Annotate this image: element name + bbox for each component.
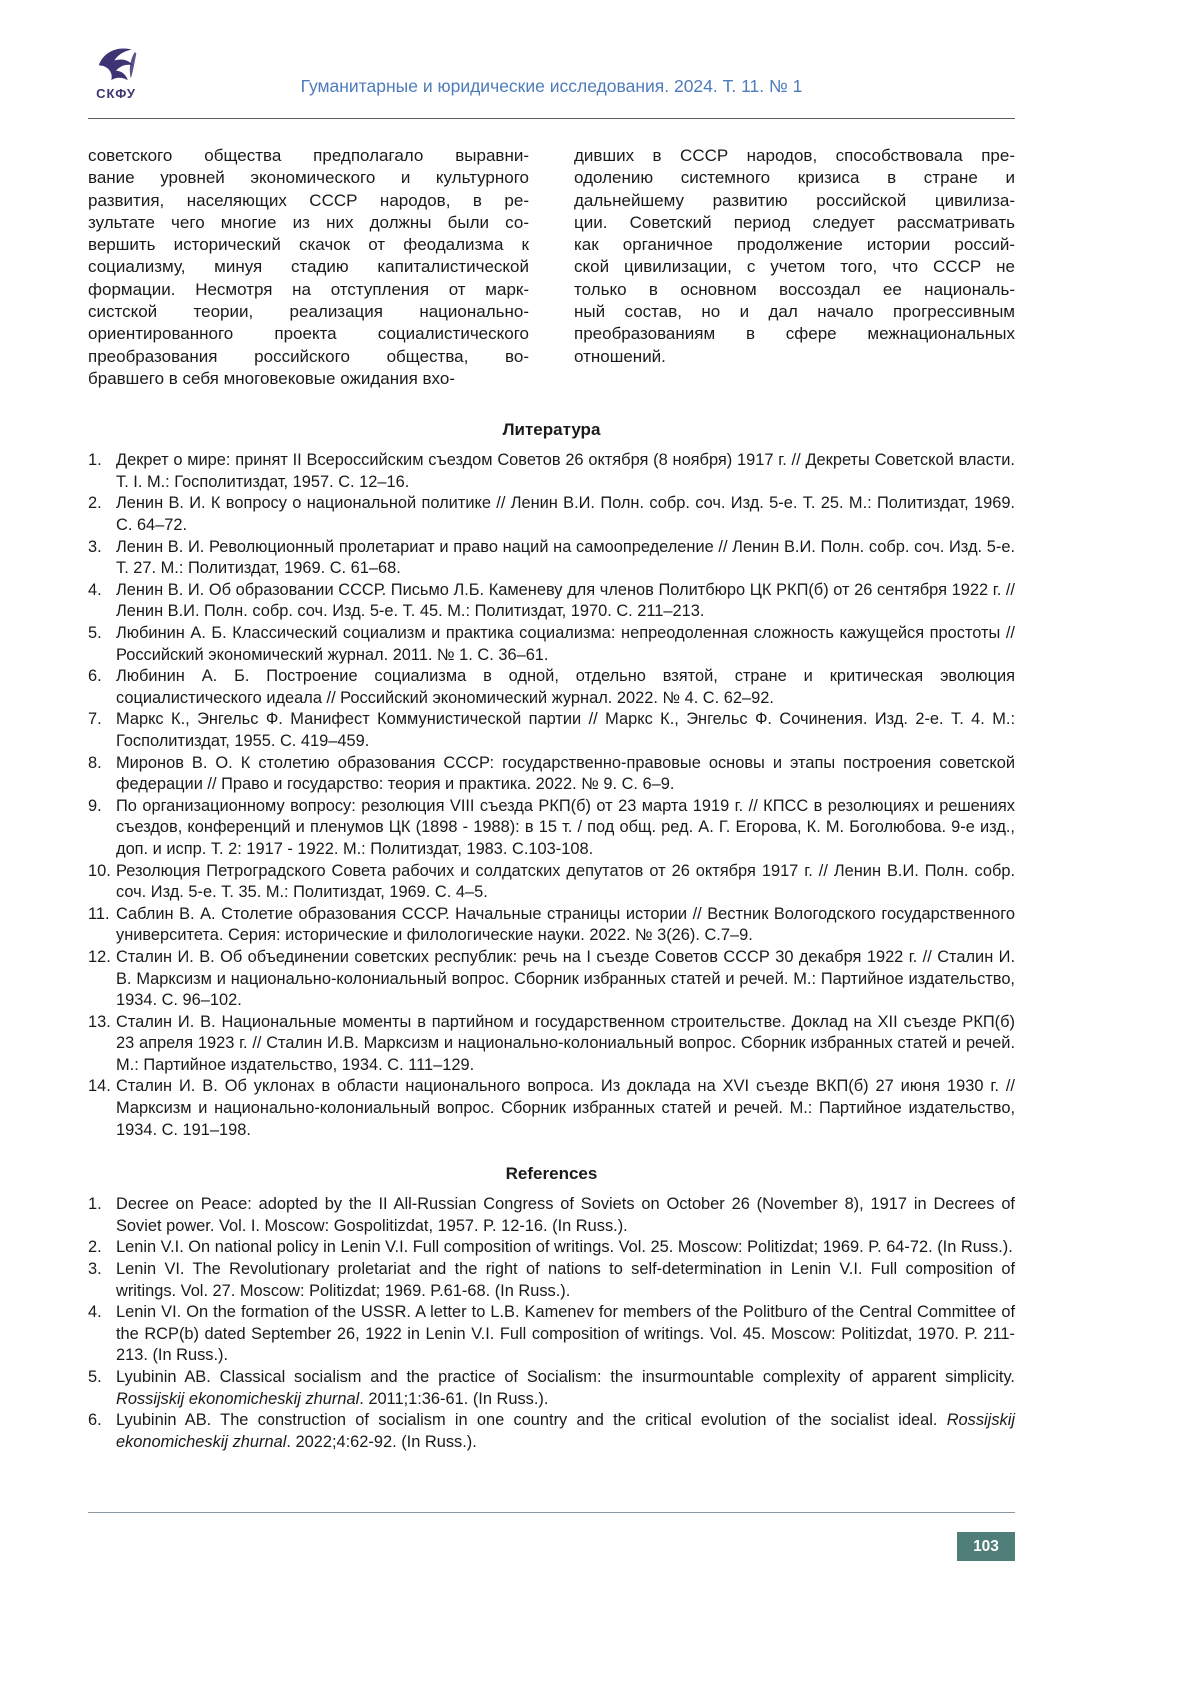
item-number: 8.	[88, 753, 102, 772]
page-number-badge: 103	[957, 1532, 1015, 1561]
item-text: Саблин В. А. Столетие образования СССР. Начальные страницы истории // Вестник Вологодского государственного университета. Серия: исторические и филологические науки. 2022. № 3(26). С.7–9.	[116, 904, 1015, 945]
list-item	[88, 623, 1015, 666]
article-column-right	[574, 145, 1015, 390]
item-number: 4.	[88, 1303, 102, 1322]
item-number: 1.	[88, 1195, 102, 1214]
text-line: одолению системного кризиса в стране и	[574, 168, 1015, 188]
item-text: Сталин И. В. Об уклонах в области национального вопроса. Из доклада на XVI съезде ВКП(б) 27 июня 1930 г. // Марксизм и национально-колониальный вопрос. Сборник избранных статей и речей. М.: Партийное издательство, 1934. С. 191–198.	[116, 1077, 1015, 1139]
item-text: Резолюция Петроградского Совета рабочих и солдатских депутатов от 26 октября 1917 г. // Ленин В.И. Полн. собр. соч. Изд. 5-е. Т. 35. М.: Политиздат, 1969. С. 4–5.	[116, 861, 1015, 902]
text-line: систской теории, реализация национально-	[88, 302, 529, 322]
item-text: Decree on Peace: adopted by the II All-Russian Congress of Soviets on October 26 (November 8), 1917 in Decrees of Soviet power. Vol. I. Moscow: Gospolitizdat, 1957. P. 12-16. (In Russ.).	[116, 1195, 1015, 1235]
item-number: 5.	[88, 1368, 102, 1387]
list-item	[88, 947, 1015, 1012]
references-list	[88, 1194, 1015, 1453]
text-line: как органичное продолжение истории россий-	[574, 235, 1015, 255]
item-number: 5.	[88, 624, 102, 643]
list-item	[88, 1194, 1015, 1237]
item-text: Lenin VI. On the formation of the USSR. A letter to L.B. Kamenev for members of the Politburo of the Central Committee of the RCP(b) dated September 26, 1922 in Lenin V.I. Full composition of writings. Vol. 45. Moscow: Politizdat, 1970. P. 211-213. (In Russ.).	[116, 1303, 1015, 1365]
references-heading: References	[505, 1164, 598, 1184]
text-line: отношений.	[574, 346, 666, 366]
item-text: Ленин В. И. Об образовании СССР. Письмо Л.Б. Каменеву для членов Политбюро ЦК РКП(б) от 26 сентября 1922 г. // Ленин В.И. Полн. собр. соч. Изд. 5-е. Т. 45. М.: Политиздат, 1970. С. 211–213.	[116, 580, 1015, 621]
item-number: 2.	[88, 1238, 102, 1257]
item-text: Сталин И. В. Об объединении советских республик: речь на I съезде Советов СССР 30 декабря 1922 г. // Сталин И. В. Марксизм и национально-колониальный вопрос. Сборник избранных статей и речей. М.: Партийное издательство, 1934. С. 96–102.	[116, 947, 1015, 1010]
list-item	[88, 796, 1015, 861]
literature-heading: Литература	[502, 420, 601, 440]
page-header	[88, 46, 1015, 119]
text-line: бравшего в себя многовековые ожидания вхо-	[88, 368, 455, 388]
item-number: 1.	[88, 451, 102, 470]
list-item	[88, 1367, 1015, 1410]
item-number: 14.	[88, 1077, 111, 1096]
item-text: Lenin VI. The Revolutionary proletariat and the right of nations to self-determination in Lenin V.I. Full composition of writings. Vol. 27. Moscow: Politizdat; 1969. P.61-68. (In Russ.).	[116, 1260, 1015, 1300]
list-item	[88, 753, 1015, 796]
article-column-left	[88, 145, 529, 390]
list-item	[88, 709, 1015, 752]
text-line: зультате чего многие из них должны были со-	[88, 212, 529, 232]
item-number: 11.	[88, 904, 110, 923]
text-line: дальнейшему развитию российской цивилиза-	[574, 190, 1015, 210]
item-number: 13.	[88, 1012, 111, 1031]
item-text: По организационному вопросу: резолюция VIII съезда РКП(б) от 23 марта 1919 г. // КПСС в резолюциях и решениях съездов, конференций и пленумов ЦК (1898 - 1988): в 15 т. / под общ. ред. А. Г. Егорова, К. М. Боголюбова. 9-е изд., доп. и испр. Т. 2: 1917 - 1922. М.: Политиздат, 1983. С.103-108.	[116, 796, 1015, 858]
text-line: преобразованиям в сфере межнациональных	[574, 324, 1015, 344]
text-line: формации. Несмотря на отступления от марк-	[88, 279, 529, 299]
item-number: 6.	[88, 667, 102, 686]
list-item	[88, 666, 1015, 709]
item-text: Ленин В. И. К вопросу о национальной политике // Ленин В.И. Полн. собр. соч. Изд. 5-е. Т. 25. М.: Политиздат, 1969. С. 64–72.	[116, 494, 1015, 535]
list-item	[88, 1259, 1015, 1302]
article-body	[88, 145, 1015, 390]
item-text: Декрет о мире: принят II Всероссийским съездом Советов 26 октября (8 ноября) 1917 г. // Декреты Советской власти. Т. I. М.: Госполитиздат, 1957. С. 12–16.	[116, 451, 1015, 491]
list-item	[88, 861, 1015, 904]
list-item	[88, 1410, 1015, 1453]
item-text: Ленин В. И. Революционный пролетариат и право наций на самоопределение // Ленин В.И. Полн. собр. соч. Изд. 5-е. Т. 27. М.: Политиздат, 1969. С. 61–68.	[116, 537, 1015, 578]
list-item	[88, 537, 1015, 580]
list-item	[88, 580, 1015, 623]
list-item	[88, 450, 1015, 493]
item-number: 3.	[88, 537, 102, 556]
literature-list	[88, 450, 1015, 1141]
item-text: Lyubinin AB. The construction of socialism in one country and the critical evolution of the socialist ideal. Rossijskij ekonomicheskij zhurnal. 2022;4:62-92. (In Russ.).	[116, 1411, 1015, 1451]
item-text: Маркс К., Энгельс Ф. Манифест Коммунистической партии // Маркс К., Энгельс Ф. Сочинения. Изд. 2-е. Т. 4. М.: Госполитиздат, 1955. С. 419–459.	[116, 710, 1015, 750]
text-line: вание уровней экономического и культурного	[88, 168, 529, 188]
list-item	[88, 1076, 1015, 1141]
item-text: Миронов В. О. К столетию образования СССР: государственно-правовые основы и этапы построения советской федерации // Право и государство: теория и практика. 2022. № 9. С. 6–9.	[116, 753, 1015, 794]
item-text: Любинин А. Б. Классический социализм и практика социализма: непреодоленная сложность кажущейся простоты // Российский экономический журнал. 2011. № 1. С. 36–61.	[116, 624, 1015, 664]
logo-label: СКФУ	[96, 86, 136, 101]
text-line: советского общества предполагало выравни-	[88, 146, 529, 165]
list-item	[88, 493, 1015, 536]
item-number: 7.	[88, 710, 102, 729]
item-number: 4.	[88, 580, 102, 599]
text-line: ской цивилизации, с учетом того, что СССР не	[574, 257, 1015, 277]
text-line: ный состав, но и дал начало прогрессивным	[574, 302, 1015, 322]
item-number: 10.	[88, 861, 111, 880]
item-number: 3.	[88, 1260, 102, 1279]
text-line: вершить исторический скачок от феодализма к	[88, 235, 529, 255]
text-line: только в основном воссоздал ее националь-	[574, 279, 1015, 299]
list-item	[88, 1012, 1015, 1077]
list-item	[88, 1237, 1015, 1259]
text-line: развития, населяющих СССР народов, в ре-	[88, 190, 529, 210]
text-line: преобразования российского общества, во-	[88, 346, 529, 366]
item-text: Любинин А. Б. Построение социализма в одной, отдельно взятой, стране и критическая эволюция социалистического идеала // Российский экономический журнал. 2022. № 4. С. 62–92.	[116, 667, 1015, 707]
item-text: Сталин И. В. Национальные моменты в партийном и государственном строительстве. Доклад на XII съезде РКП(б) 23 апреля 1923 г. // Сталин И.В. Марксизм и национально-колониальный вопрос. Сборник избранных статей и речей. М.: Партийное издательство, 1934. С. 111–129.	[116, 1012, 1015, 1074]
item-number: 2.	[88, 494, 102, 513]
item-number: 9.	[88, 796, 102, 815]
item-text: Lenin V.I. On national policy in Lenin V.I. Full composition of writings. Vol. 25. Moscow: Politizdat; 1969. P. 64-72. (In Russ.).	[116, 1238, 1013, 1257]
text-line: ции. Советский период следует рассматривать	[574, 212, 1015, 232]
item-text: Lyubinin AB. Classical socialism and the practice of Socialism: the insurmountable complexity of apparent simplicity. Rossijskij ekonomicheskij zhurnal. 2011;1:36-61. (In Russ.).	[116, 1368, 1015, 1408]
item-number: 6.	[88, 1411, 102, 1430]
list-item	[88, 1302, 1015, 1367]
item-number: 12.	[88, 947, 111, 966]
footer-divider	[88, 1512, 1015, 1513]
text-line: ориентированного проекта социалистического	[88, 324, 529, 344]
text-line: дивших в СССР народов, способствовала пре-	[574, 146, 1015, 165]
text-line: социализму, минуя стадию капиталистической	[88, 257, 529, 277]
journal-title: Гуманитарные и юридические исследования. 2024. Т. 11. № 1	[300, 76, 803, 96]
list-item	[88, 904, 1015, 947]
